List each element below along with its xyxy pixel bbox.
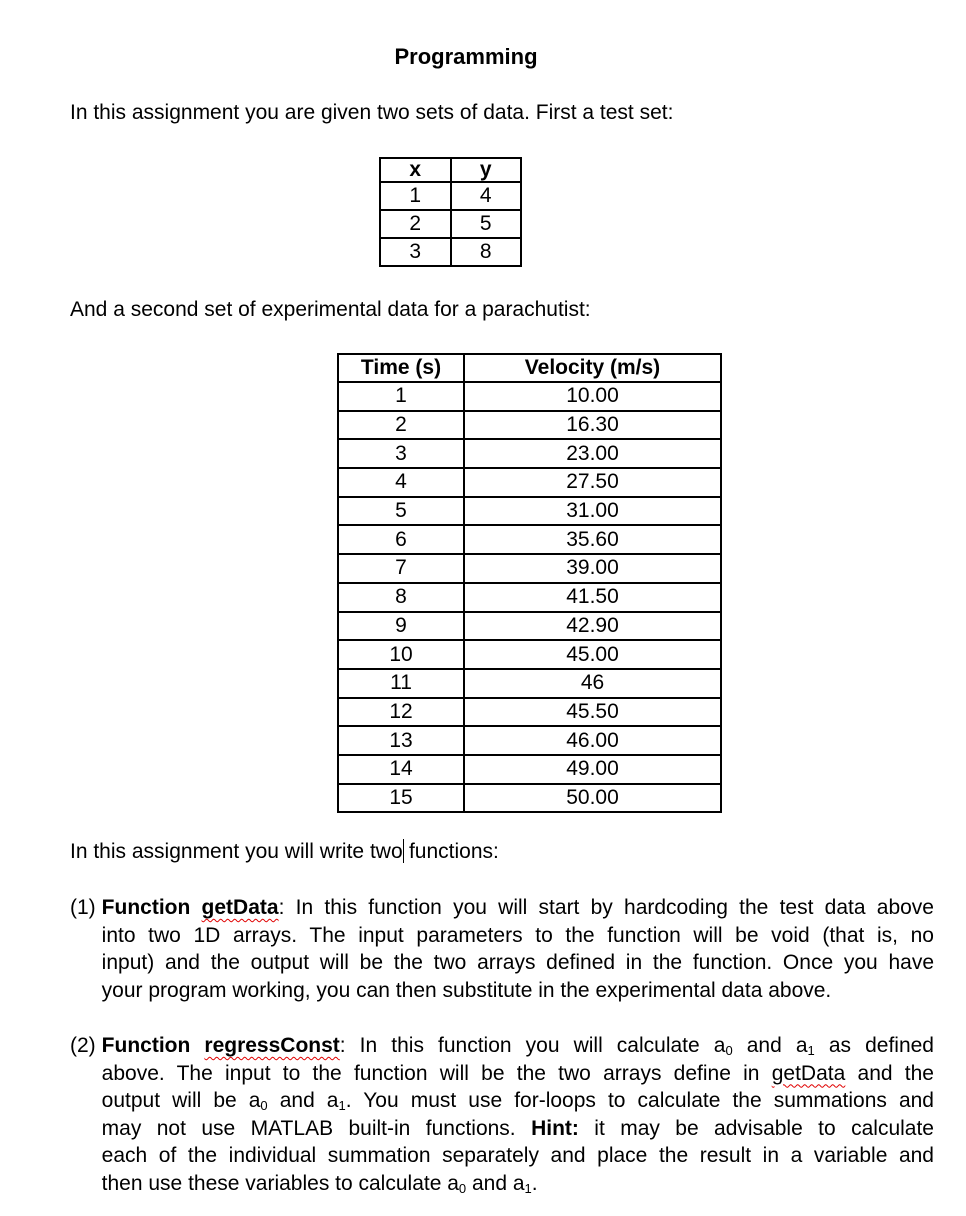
table-row bbox=[338, 382, 721, 411]
table-row bbox=[338, 583, 721, 612]
table-row bbox=[338, 640, 721, 669]
test-data-table bbox=[379, 157, 522, 267]
cell-y: 45.00 bbox=[464, 640, 721, 669]
cell-y: 39.00 bbox=[464, 554, 721, 583]
table-row bbox=[338, 497, 721, 526]
cell-x: 14 bbox=[338, 755, 464, 784]
text-segment: : In this function you will calculate a bbox=[339, 1034, 726, 1057]
cell-y: 49.00 bbox=[464, 755, 721, 784]
text-segment: and a bbox=[466, 1171, 525, 1195]
cell-x: 5 bbox=[338, 497, 464, 526]
text-segment: each of the individual summation separately and place the result in a variable and bbox=[101, 1144, 934, 1168]
text-segment: may not use MATLAB built-in functions. bbox=[101, 1116, 532, 1140]
cell-y: 10.00 bbox=[464, 382, 721, 411]
cell-y: 41.50 bbox=[464, 583, 721, 612]
table-row bbox=[338, 411, 721, 440]
table-row bbox=[338, 669, 721, 698]
text-line bbox=[70, 922, 934, 950]
text-segment: and the bbox=[845, 1061, 934, 1085]
text-segment: . You must use for-loops to calculate the summations and bbox=[345, 1089, 934, 1113]
cell-y: 5 bbox=[451, 210, 522, 238]
function-name: getData bbox=[201, 896, 279, 919]
text-line bbox=[70, 1170, 934, 1198]
cell-x: 2 bbox=[338, 411, 464, 440]
subscript: 0 bbox=[725, 1043, 733, 1058]
table-row bbox=[338, 784, 721, 813]
table-row bbox=[380, 238, 521, 266]
text-line bbox=[70, 1142, 934, 1170]
subscript: 1 bbox=[524, 1180, 532, 1196]
cell-x: 12 bbox=[338, 698, 464, 727]
parachutist-data-table bbox=[337, 353, 722, 813]
text-segment: as defined bbox=[814, 1034, 934, 1057]
text-segment: above. The input to the function will be the two arrays define in bbox=[101, 1061, 772, 1085]
table-row bbox=[338, 726, 721, 755]
column-header: Velocity (m/s) bbox=[464, 354, 721, 382]
cell-y: 42.90 bbox=[464, 612, 721, 641]
text-segment: Function bbox=[101, 1034, 205, 1057]
subscript: 1 bbox=[807, 1043, 815, 1058]
cell-y: 4 bbox=[451, 182, 522, 210]
table-row bbox=[338, 612, 721, 641]
text-segment: your program working, you can then substitute in the experimental data above. bbox=[101, 978, 832, 1002]
cell-y: 16.30 bbox=[464, 411, 721, 440]
text-segment: . bbox=[531, 1171, 538, 1195]
text-line bbox=[70, 1032, 934, 1060]
table-row bbox=[380, 210, 521, 238]
text-segment: and a bbox=[267, 1089, 339, 1113]
subscript: 0 bbox=[260, 1098, 268, 1114]
cell-x: 3 bbox=[338, 439, 464, 468]
cell-x: 10 bbox=[338, 640, 464, 669]
cell-y: 27.50 bbox=[464, 468, 721, 497]
cell-y: 8 bbox=[451, 238, 522, 266]
text-segment: input) and the output will be the two arrays defined in the function. Once you have bbox=[101, 951, 934, 975]
page-title: Programming bbox=[394, 44, 538, 69]
cell-x: 1 bbox=[380, 182, 451, 210]
cell-y: 50.00 bbox=[464, 784, 721, 813]
cell-x: 4 bbox=[338, 468, 464, 497]
cell-x: 15 bbox=[338, 784, 464, 813]
text-segment: it may be advisable to calculate bbox=[578, 1116, 934, 1140]
cell-y: 23.00 bbox=[464, 439, 721, 468]
text-segment: and a bbox=[732, 1034, 808, 1057]
cell-x: 6 bbox=[338, 525, 464, 554]
intro-text: In this assignment you are given two sets of data. First a test set: bbox=[70, 101, 674, 124]
cell-x: 11 bbox=[338, 669, 464, 698]
text-line bbox=[70, 949, 934, 977]
functions-intro-text bbox=[70, 839, 499, 864]
column-header: Time (s) bbox=[338, 354, 464, 382]
subscript: 1 bbox=[338, 1098, 346, 1114]
cell-y: 35.60 bbox=[464, 525, 721, 554]
text-segment: Hint: bbox=[531, 1116, 579, 1140]
function-item-getdata bbox=[70, 894, 934, 1004]
table-row bbox=[380, 182, 521, 210]
cell-x: 7 bbox=[338, 554, 464, 583]
cell-y: 31.00 bbox=[464, 497, 721, 526]
cell-x: 3 bbox=[380, 238, 451, 266]
cell-x: 2 bbox=[380, 210, 451, 238]
table-row bbox=[338, 468, 721, 497]
second-intro-text: And a second set of experimental data for a parachutist: bbox=[70, 298, 591, 321]
cell-y: 46.00 bbox=[464, 726, 721, 755]
text-line bbox=[70, 1087, 934, 1115]
text-segment: into two 1D arrays. The input parameters to the function will be void (that is, no bbox=[101, 923, 934, 947]
function-name: getData bbox=[771, 1061, 846, 1085]
item-number: (1) bbox=[70, 896, 96, 919]
text-line bbox=[70, 977, 934, 1005]
text-line bbox=[70, 1115, 934, 1143]
text-segment: output will be a bbox=[101, 1089, 261, 1113]
functions-intro-after: functions: bbox=[403, 840, 499, 863]
table-row bbox=[338, 525, 721, 554]
cell-y: 46 bbox=[464, 669, 721, 698]
column-header: x bbox=[380, 158, 451, 182]
cell-x: 9 bbox=[338, 612, 464, 641]
text-segment: then use these variables to calculate a bbox=[101, 1171, 459, 1195]
table-row bbox=[338, 698, 721, 727]
table-row bbox=[338, 554, 721, 583]
cell-x: 13 bbox=[338, 726, 464, 755]
table-row bbox=[338, 755, 721, 784]
function-item-regressconst bbox=[70, 1032, 934, 1198]
table-row bbox=[338, 439, 721, 468]
subscript: 0 bbox=[458, 1180, 467, 1196]
function-name: regressConst bbox=[204, 1034, 340, 1057]
text-line bbox=[70, 1060, 934, 1088]
column-header: y bbox=[451, 158, 522, 182]
text-segment: : In this function you will start by hardcoding the test data above bbox=[278, 896, 934, 919]
text-line bbox=[70, 894, 934, 922]
text-segment: Function bbox=[101, 896, 202, 919]
cell-y: 45.50 bbox=[464, 698, 721, 727]
item-number: (2) bbox=[70, 1034, 96, 1057]
functions-intro-before: In this assignment you will write two bbox=[70, 840, 403, 863]
cell-x: 8 bbox=[338, 583, 464, 612]
cell-x: 1 bbox=[338, 382, 464, 411]
